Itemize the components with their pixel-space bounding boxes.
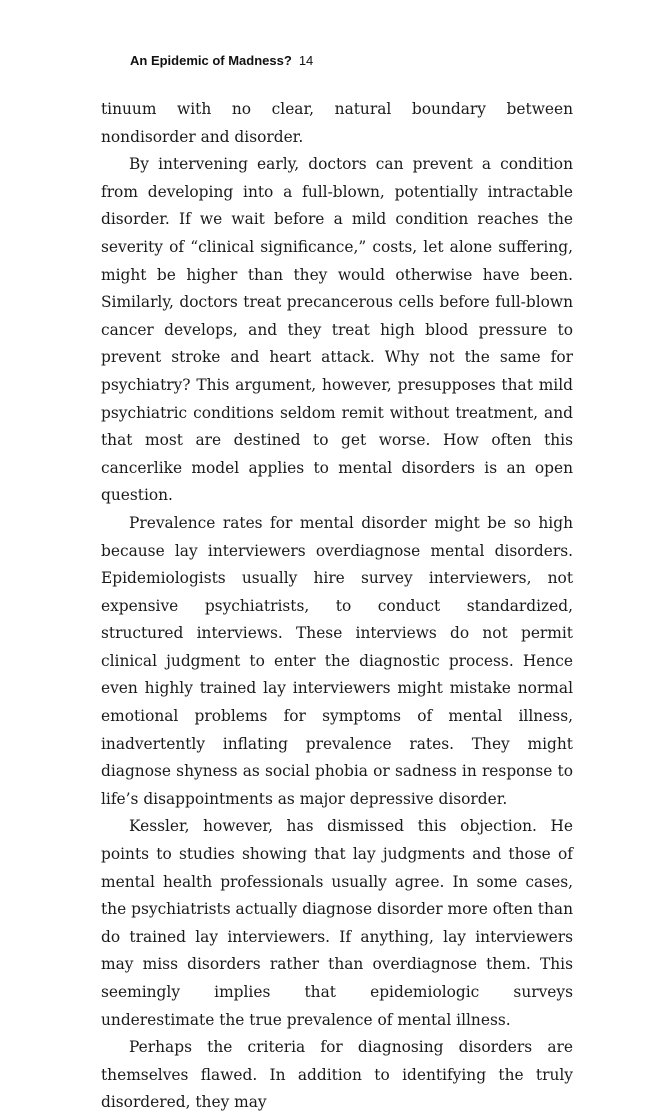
paragraph-lay-interviewers: Prevalence rates for mental disorder might be so high because lay interviewers overdiagnose mental disorders. Epidemiologists usually hire survey interviewers, not expensive psychiatrists, to conduct standardized, structured interviews. These interviews do not permit clinical judgment to enter the diagnostic process. Hence even highly trained lay interviewers might mistake normal emotional problems for symptoms of mental illness, inadvertently inflating prevalence rates. They might diagnose shyness as social phobia or sadness in response to life’s disappointments as major depressive disorder. — [101, 513, 573, 808]
paragraph-continued: tinuum with no clear, natural boundary between nondisorder and disorder. — [101, 100, 573, 146]
page-number: 14 — [298, 53, 314, 68]
running-head — [130, 53, 313, 68]
running-head-title: An Epidemic of Madness? — [130, 53, 292, 68]
body-text — [101, 96, 573, 1117]
paragraph-early-intervention: By intervening early, doctors can prevent a condition from developing into a full-blown, potentially intractable disorder. If we wait before a mild condition reaches the severity of “clinical significance,” costs, let alone suffering, might be higher than they would otherwise have been. Similarly, doctors treat precancerous cells before full-blown cancer develops, and they treat high blood pressure to prevent stroke and heart attack. Why not the same for psychiatry? This argument, however, presupposes that mild psychiatric conditions seldom remit without treatment, and that most are destined to get worse. How often this cancerlike model applies to mental disorders is an open question. — [101, 155, 573, 505]
paragraph-kessler: Kessler, however, has dismissed this objection. He points to studies showing that lay judgments and those of mental health professionals usually agree. In some cases, the psychiatrists actually diagnose disorder more often than do trained lay interviewers. If anything, lay interviewers may miss disorders rather than overdiagnose them. This seemingly implies that epidemiologic surveys underestimate the true prevalence of mental illness. — [101, 817, 573, 1029]
paragraph-flawed-criteria: Perhaps the criteria for diagnosing disorders are themselves flawed. In addition to identifying the truly disordered, they may — [101, 1038, 573, 1112]
